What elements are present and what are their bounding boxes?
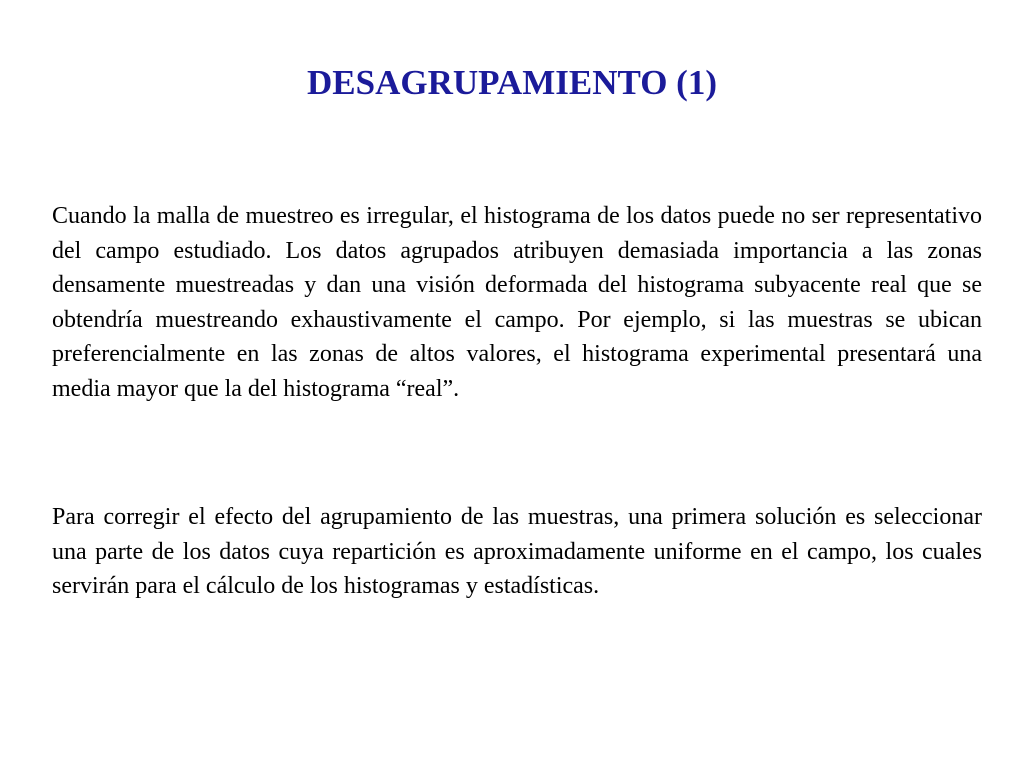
paragraph-clustering-effect: Cuando la malla de muestreo es irregular, el histograma de los datos puede no ser representativo del campo estudiado. Los datos agrupados atribuyen demasiada importancia a las zonas densamente muestreadas y dan una visión deformada del histograma subyacente real que se obtendría muestreando exhaustivamente el campo. Por ejemplo, si las muestras se ubican preferencialmente en las zonas de altos valores, el histograma experimental presentará una media mayor que la del histograma “real”. (52, 203, 982, 402)
paragraph-correction: Para corregir el efecto del agrupamiento de las muestras, una primera solución es seleccionar una parte de los datos cuya repartición es aproximadamente uniforme en el campo, los cuales servirán para el cálculo de los histogramas y estadísticas. (52, 504, 982, 599)
slide-title: DESAGRUPAMIENTO (1) (307, 63, 717, 102)
